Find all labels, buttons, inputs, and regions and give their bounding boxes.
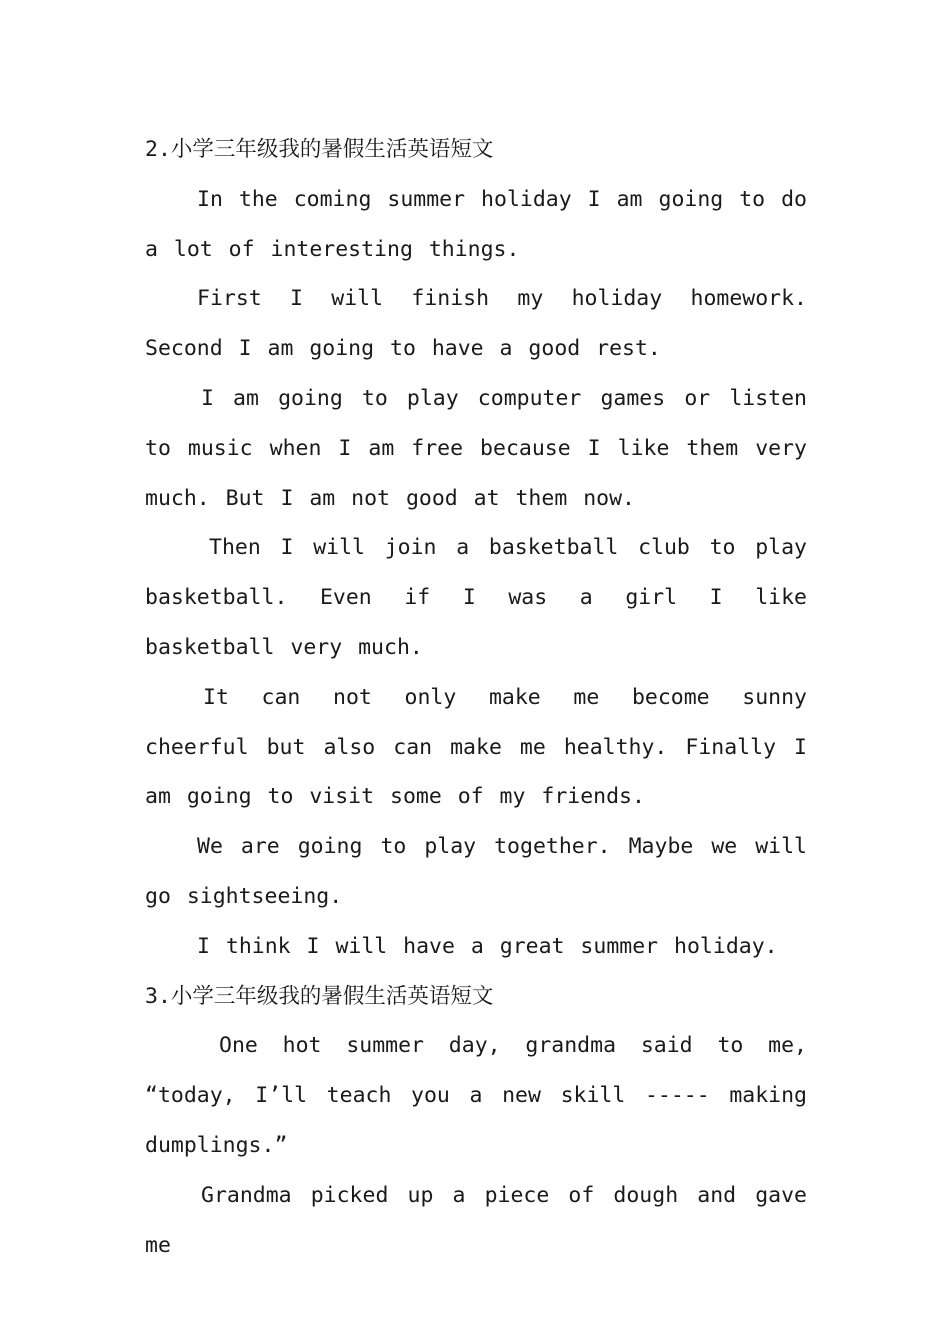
- section-heading-2: 2.小学三年级我的暑假生活英语短文: [145, 137, 494, 162]
- section-heading-3: 3.小学三年级我的暑假生活英语短文: [145, 983, 494, 1009]
- paragraph: We are going to play together. Maybe we will go sightseeing.: [145, 834, 807, 909]
- paragraph: In the coming summer holiday I am going to do a lot of interesting things.: [145, 186, 807, 262]
- paragraph: Grandma picked up a piece of dough and gave me: [145, 1182, 807, 1258]
- paragraph: First I will finish my holiday homework. Second I am going to have a good rest.: [145, 286, 807, 362]
- paragraph: It can not only make me become sunny cheerful but also can make me healthy. Finally I am going to visit some of my friends.: [145, 684, 807, 810]
- paragraph: I am going to play computer games or listen to music when I am free because I like them very much. But I am not good at them now.: [145, 385, 807, 511]
- document-body: [145, 125, 807, 1270]
- paragraph: One hot summer day, grandma said to me, “today, I’ll teach you a new skill ----- making dumplings.”: [145, 1033, 807, 1158]
- paragraph: I think I will have a great summer holiday.: [197, 933, 778, 959]
- paragraph: Then I will join a basketball club to play basketball. Even if I was a girl I like basketball very much.: [145, 535, 807, 660]
